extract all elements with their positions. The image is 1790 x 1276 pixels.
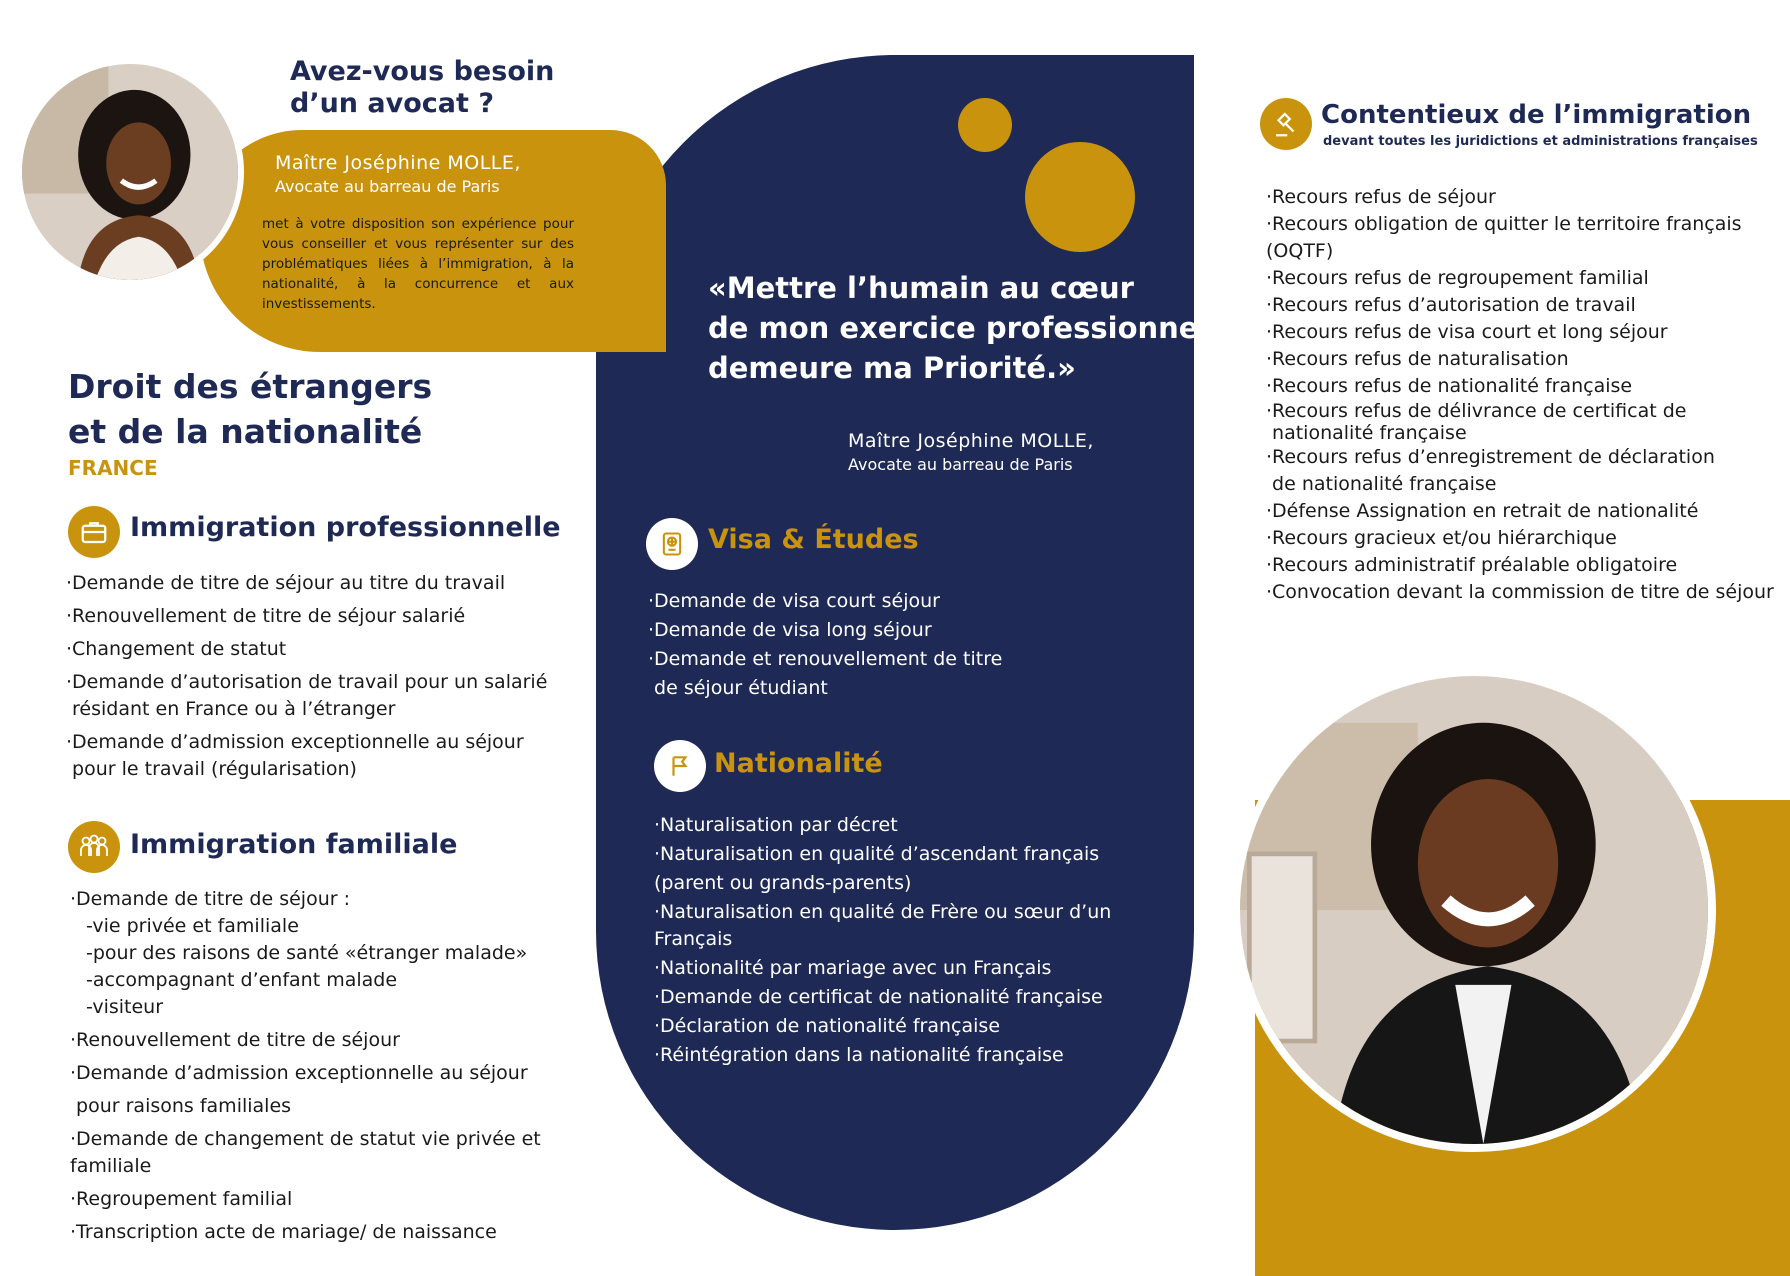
header-question — [290, 56, 554, 120]
list-item: ·Demande de certificat de nationalité française — [654, 986, 1103, 1008]
list-item: ·Recours refus de délivrance de certificat de — [1266, 400, 1687, 422]
quote-block — [708, 268, 1208, 388]
list-visa — [648, 588, 1128, 702]
list-item: ·Demande et renouvellement de titre — [648, 648, 1003, 670]
quote-author-title: Avocate au barreau de Paris — [848, 455, 1073, 474]
list-item: -visiteur — [86, 996, 164, 1018]
header-question-line1: Avez-vous besoin — [290, 56, 555, 87]
section-title-litigation: Contentieux de l’immigration — [1321, 100, 1752, 130]
list-family — [70, 886, 600, 1246]
list-item: ·Recours refus de nationalité française — [1266, 375, 1633, 397]
list-item: ·Convocation devant la commission de titre de séjour — [1266, 581, 1774, 603]
list-item: ·Demande de visa court séjour — [648, 590, 940, 612]
list-item: ·Renouvellement de titre de séjour — [70, 1029, 400, 1051]
list-item: ·Changement de statut — [66, 638, 287, 660]
section-title-nationality: Nationalité — [714, 748, 883, 779]
list-item: ·Recours refus d’enregistrement de déclaration — [1266, 446, 1715, 468]
lawyer-title: Avocate au barreau de Paris — [275, 177, 500, 196]
list-litigation — [1266, 184, 1778, 606]
list-item: ·Réintégration dans la nationalité française — [654, 1044, 1064, 1066]
list-item: ·Recours administratif préalable obligatoire — [1266, 554, 1678, 576]
header-question-line2: d’un avocat ? — [290, 88, 494, 119]
litigation-subtitle: devant toutes les juridictions et administrations françaises — [1323, 134, 1758, 149]
passport-icon — [646, 518, 698, 570]
list-item: -accompagnant d’enfant malade — [86, 969, 398, 991]
list-item: ·Déclaration de nationalité française — [654, 1015, 1001, 1037]
list-item: pour raisons familiales — [70, 1095, 292, 1117]
list-item: ·Recours refus de séjour — [1266, 186, 1496, 208]
list-item: ·Naturalisation par décret — [654, 814, 898, 836]
lawyer-name: Maître Joséphine MOLLE, — [275, 152, 521, 174]
list-item: ·Recours refus de naturalisation — [1266, 348, 1569, 370]
list-item: -pour des raisons de santé «étranger malade» — [86, 942, 528, 964]
gavel-icon — [1260, 98, 1312, 150]
list-item: (OQTF) — [1266, 240, 1334, 262]
list-nationality — [654, 812, 1194, 1069]
list-item: -vie privée et familiale — [86, 915, 299, 937]
list-item: ·Naturalisation en qualité d’ascendant français — [654, 843, 1100, 865]
briefcase-icon — [68, 506, 120, 558]
list-item: de séjour étudiant — [648, 677, 828, 699]
list-item: ·Recours obligation de quitter le territoire français — [1266, 213, 1742, 235]
decor-circle-small — [958, 98, 1012, 152]
quote-author: Maître Joséphine MOLLE, — [848, 430, 1094, 452]
list-item: résidant en France ou à l’étranger — [66, 698, 396, 720]
quote-line3: demeure ma Priorité.» — [708, 351, 1076, 385]
decor-circle-large — [1025, 142, 1135, 252]
list-item: ·Transcription acte de mariage/ de naissance — [70, 1221, 497, 1243]
country-label: FRANCE — [68, 456, 158, 480]
flag-icon — [654, 740, 706, 792]
quote-line1: «Mettre l’humain au cœur — [708, 271, 1134, 305]
list-item: ·Regroupement familial — [70, 1188, 293, 1210]
list-item: ·Demande d’admission exceptionnelle au séjour — [70, 1062, 528, 1084]
list-item: ·Recours refus d’autorisation de travail — [1266, 294, 1636, 316]
list-item: pour le travail (régularisation) — [66, 758, 357, 780]
list-item: nationalité française — [1266, 422, 1467, 444]
section-title-family: Immigration familiale — [130, 829, 458, 860]
main-title-line1: Droit des étrangers — [68, 367, 433, 406]
main-title — [68, 364, 432, 454]
portrait-large — [1232, 668, 1716, 1152]
list-item: ·Renouvellement de titre de séjour salarié — [66, 605, 466, 627]
list-item: (parent ou grands-parents) — [654, 872, 912, 894]
list-pro — [66, 570, 566, 783]
list-item: ·Demande de titre de séjour au titre du travail — [66, 572, 506, 594]
portrait-small — [16, 58, 244, 286]
list-item: ·Nationalité par mariage avec un Français — [654, 957, 1052, 979]
list-item: ·Recours gracieux et/ou hiérarchique — [1266, 527, 1617, 549]
list-item: ·Demande d’autorisation de travail pour un salarié — [66, 671, 548, 693]
family-icon — [68, 821, 120, 873]
list-item: de nationalité française — [1266, 473, 1497, 495]
section-title-visa: Visa & Études — [708, 524, 919, 555]
section-title-pro: Immigration professionnelle — [130, 512, 561, 543]
list-item: ·Naturalisation en qualité de Frère ou sœur d’un Français — [654, 901, 1112, 950]
list-item: ·Demande de visa long séjour — [648, 619, 932, 641]
quote-line2: de mon exercice professionnel — [708, 311, 1209, 345]
list-item: ·Défense Assignation en retrait de nationalité — [1266, 500, 1699, 522]
list-item: ·Demande de changement de statut vie privée et familiale — [70, 1128, 541, 1177]
list-item: ·Demande de titre de séjour : — [70, 888, 351, 910]
list-item: ·Demande d’admission exceptionnelle au séjour — [66, 731, 524, 753]
main-title-line2: et de la nationalité — [68, 412, 423, 451]
intro-text: met à votre disposition son expérience pour vous conseiller et vous représenter sur des problématiques liées à l’immigration, à la nationalité, à la concurrence et aux investissements. — [262, 216, 574, 312]
list-item: ·Recours refus de regroupement familial — [1266, 267, 1649, 289]
list-item: ·Recours refus de visa court et long séjour — [1266, 321, 1668, 343]
